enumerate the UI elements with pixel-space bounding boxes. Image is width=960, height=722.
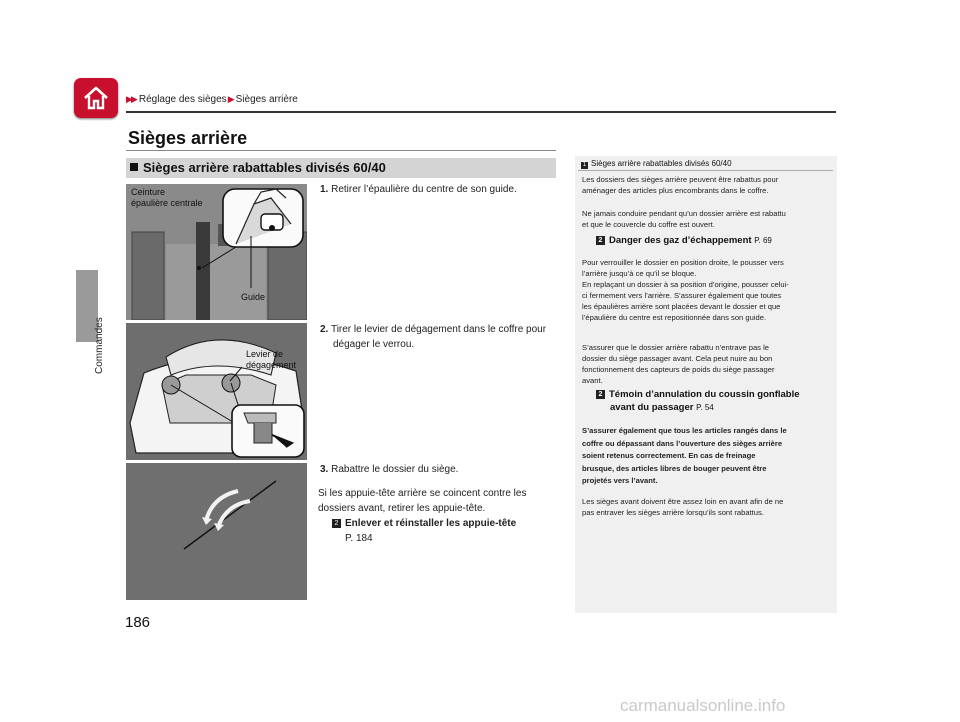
note-line: l’épaulière du centre est repositionnée dans son guide. [582, 313, 767, 322]
note-warning [582, 425, 832, 488]
note-line: Pour verrouiller le dossier en position droite, le pousser vers [582, 258, 784, 267]
section-heading [126, 158, 556, 178]
breadcrumb-arrow-icon: ▶ [227, 94, 235, 104]
reference-title[interactable]: Enlever et réinstaller les appuie-tête [345, 518, 517, 529]
note-line: brusque, des articles libres de bouger peuvent être [582, 463, 767, 473]
note-line: projetés vers l’avant. [582, 476, 658, 485]
step-number: 3. [320, 464, 329, 475]
note-number-icon: 1 [582, 162, 587, 168]
reference-page[interactable]: P. 69 [754, 236, 772, 245]
header-divider [126, 111, 836, 113]
reference-arrow-icon: 2 [596, 236, 605, 245]
cross-reference-exhaust[interactable] [596, 234, 772, 247]
note-divider [578, 170, 833, 171]
step-number: 2. [320, 324, 329, 335]
step-text: dégager le verrou. [333, 339, 415, 350]
figure-label: Levier de [246, 349, 284, 359]
fold-arrow-illustration [126, 463, 307, 600]
square-bullet-icon [130, 163, 138, 171]
note-line: S’assurer également que tous les articles rangés dans le [582, 426, 787, 435]
section-title: Sièges arrière rabattables divisés 60/40 [143, 160, 386, 175]
figure-callout [246, 349, 296, 371]
note-paragraph [582, 496, 832, 518]
figure-label: Ceinture [131, 187, 166, 197]
step-3 [320, 462, 458, 477]
note-line: Si les appuie-tête arrière se coincent contre les [318, 488, 527, 499]
breadcrumb-item[interactable]: Réglage des sièges [138, 94, 227, 105]
reference-page[interactable]: P. 54 [696, 403, 714, 412]
figure-label: dégagement [246, 360, 297, 370]
note-paragraph [582, 342, 832, 386]
note-line: les épaulières arrière sont placées devant le dossier et que [582, 302, 781, 311]
breadcrumb-item[interactable]: Sièges arrière [235, 94, 298, 105]
figure-callout [131, 187, 203, 209]
step-1 [320, 182, 517, 197]
note-title: Sièges arrière rabattables divisés 60/40 [591, 159, 732, 168]
step-text: Tirer le levier de dégagement dans le coffre pour [330, 324, 547, 335]
reference-arrow-icon: 2 [596, 390, 605, 399]
page-number: 186 [125, 614, 151, 631]
home-icon [82, 84, 110, 112]
reference-arrow-icon: 2 [332, 519, 341, 528]
chapter-label[interactable]: Commandes [94, 317, 105, 374]
note-line: l’arrière jusqu’à ce qu’il se bloque. [582, 269, 697, 278]
note-line: et que le couvercle du coffre est ouvert. [582, 220, 715, 229]
note-line: avant. [582, 376, 603, 385]
step-text: Rabattre le dossier du siège. [331, 464, 459, 475]
breadcrumb-arrow-icon: ▶▶ [126, 94, 136, 104]
note-line: S’assurer que le dossier arrière rabattu n’entrave pas le [582, 343, 769, 352]
note-line: pas entraver les sièges arrière lorsqu’ils sont rabattus. [582, 508, 764, 517]
trunk-illustration [126, 323, 307, 460]
step-2 [320, 322, 546, 352]
note-line: Ne jamais conduire pendant qu’un dossier arrière est rabattu [582, 209, 786, 218]
title-divider [126, 150, 556, 151]
figure-label: épaulière centrale [131, 198, 203, 208]
side-tab-marker [76, 270, 98, 290]
note-line: dossiers avant, retirer les appuie-tête. [318, 503, 486, 514]
page-title: Sièges arrière [128, 128, 248, 148]
figure-label: Guide [241, 292, 266, 302]
note-line: soient retenus correctement. En cas de freinage [582, 451, 756, 460]
note-line: Les dossiers des sièges arrière peuvent être rabattus pour [582, 175, 779, 184]
headrest-note [318, 486, 526, 546]
cross-reference-airbag[interactable] [596, 388, 800, 414]
step-text: Retirer l’épaulière du centre de son guide. [331, 184, 517, 195]
step-number: 1. [320, 184, 329, 195]
note-line: Les sièges avant doivent être assez loin en avant afin de ne [582, 497, 784, 506]
reference-page[interactable]: P. 184 [345, 533, 373, 544]
reference-title[interactable]: Danger des gaz d’échappement [609, 235, 752, 246]
note-line: En replaçant un dossier à sa position d’origine, pousser celui- [582, 280, 789, 289]
figure-release-lever [126, 323, 307, 460]
note-line: fonctionnement des capteurs de poids du siège passager [582, 365, 775, 374]
note-line: dossier du siège passager avant. Cela peut nuire au bon [582, 354, 773, 363]
reference-title[interactable]: Témoin d’annulation du coussin gonflable [609, 389, 800, 400]
note-paragraph [582, 208, 832, 230]
figure-fold-seat [126, 463, 307, 600]
breadcrumb [126, 94, 298, 105]
watermark: carmanualsonline.info [620, 696, 786, 715]
note-line: aménager des articles plus encombrants dans le coffre. [582, 186, 769, 195]
cross-reference-headrest[interactable] [318, 516, 526, 531]
note-title-row [581, 159, 732, 169]
note-paragraph [582, 174, 832, 196]
reference-title[interactable]: avant du passager [610, 402, 694, 413]
note-line: ci fermement vers l’arrière. S’assurer également que toutes [582, 291, 782, 300]
home-button[interactable] [74, 78, 118, 118]
note-line: coffre ou dépassant dans l’ouverture des sièges arrière [582, 438, 783, 448]
note-paragraph [582, 257, 832, 323]
